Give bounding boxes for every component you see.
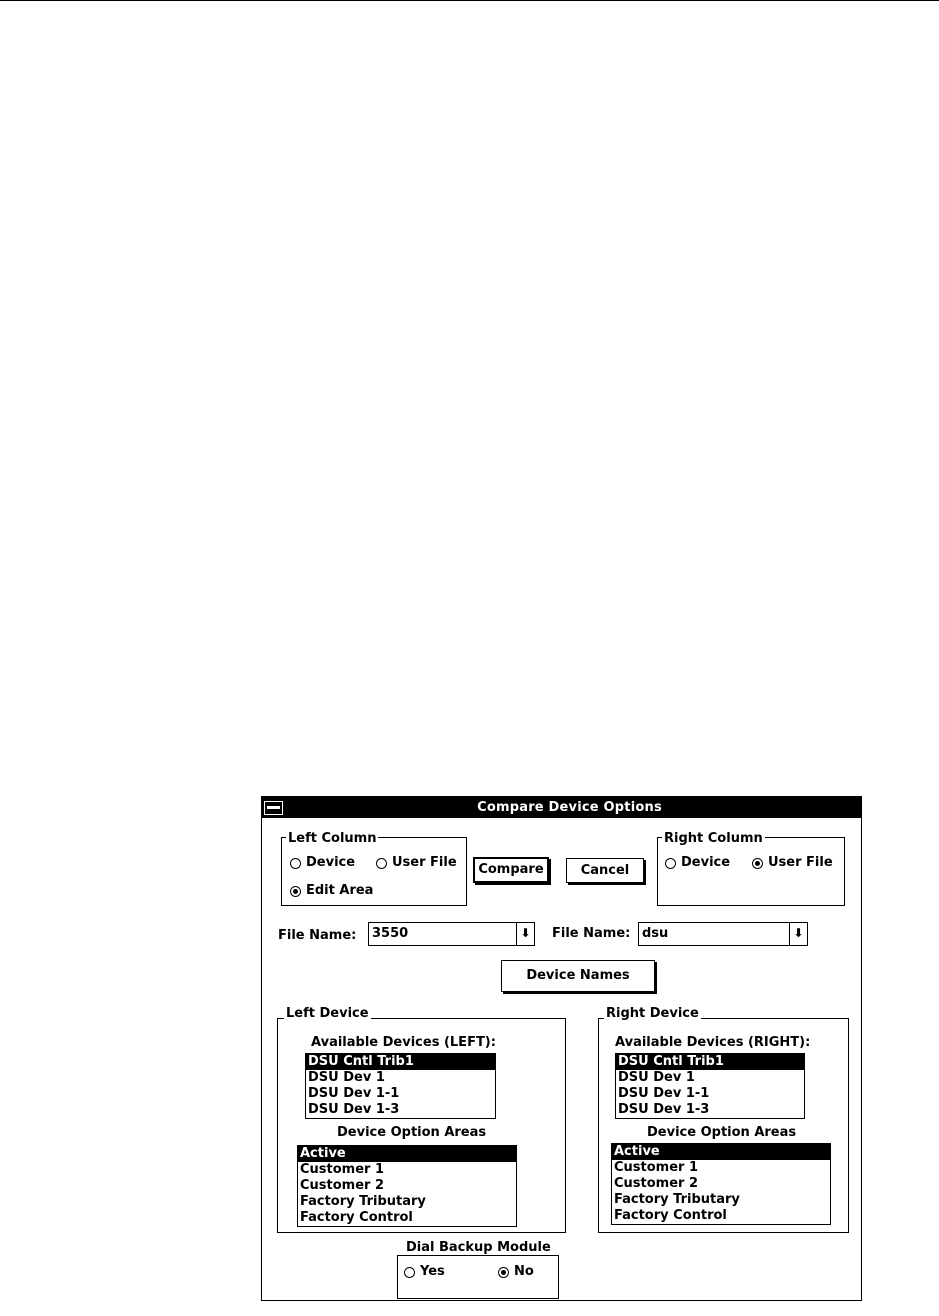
radio-selected-icon <box>498 1267 509 1278</box>
left-file-name-value: 3550 <box>372 926 409 941</box>
page-top-rule <box>0 0 939 1</box>
device-list-item[interactable]: DSU Dev 1 <box>308 1070 385 1085</box>
option-area-list-item[interactable]: Customer 1 <box>614 1160 699 1175</box>
right-areas-listbox[interactable] <box>611 1143 831 1225</box>
device-list-item[interactable]: DSU Dev 1-3 <box>618 1102 710 1117</box>
radio-circle-icon <box>290 858 301 869</box>
option-area-list-item[interactable]: Customer 2 <box>614 1176 699 1191</box>
left-file-name-label: File Name: <box>278 928 357 943</box>
radio-circle-icon <box>376 858 387 869</box>
right-device-label: Right Device <box>606 1006 699 1021</box>
option-area-list-item[interactable]: Customer 1 <box>300 1162 385 1177</box>
left-devices-listbox[interactable] <box>305 1053 496 1119</box>
dial-backup-radio-yes[interactable] <box>404 1265 445 1279</box>
left-radio-device[interactable] <box>290 856 355 870</box>
radio-label: No <box>514 1264 534 1279</box>
radio-selected-icon <box>290 886 301 897</box>
compare-button-label: Compare <box>478 862 544 877</box>
device-names-button-label: Device Names <box>526 968 630 983</box>
radio-selected-icon <box>752 858 763 869</box>
cancel-button[interactable] <box>566 858 644 883</box>
left-column-label: Left Column <box>288 831 377 846</box>
device-list-item[interactable]: DSU Dev 1-1 <box>308 1086 400 1101</box>
compare-button[interactable] <box>473 857 549 883</box>
right-available-devices-label: Available Devices (RIGHT): <box>615 1035 811 1050</box>
option-area-list-item[interactable]: Active <box>298 1146 516 1162</box>
option-area-list-item[interactable]: Factory Control <box>614 1208 727 1223</box>
right-column-label: Right Column <box>664 831 763 846</box>
radio-label: User File <box>768 855 833 870</box>
device-list-item[interactable]: DSU Dev 1-1 <box>618 1086 710 1101</box>
option-area-list-item[interactable]: Active <box>612 1144 830 1160</box>
radio-label: Yes <box>420 1264 445 1279</box>
option-area-list-item[interactable]: Factory Tributary <box>614 1192 740 1207</box>
radio-circle-icon <box>404 1267 415 1278</box>
option-area-list-item[interactable]: Factory Control <box>300 1210 413 1225</box>
dropdown-arrow-icon[interactable]: ⬇ <box>516 923 534 945</box>
device-list-item[interactable]: DSU Dev 1 <box>618 1070 695 1085</box>
right-device-option-areas-label: Device Option Areas <box>647 1125 797 1140</box>
right-file-name-value: dsu <box>642 926 669 941</box>
left-radio-user-file[interactable] <box>376 856 457 870</box>
dial-backup-label: Dial Backup Module <box>406 1240 551 1255</box>
radio-label: Device <box>306 855 356 870</box>
device-list-item[interactable]: DSU Cntl Trib1 <box>306 1054 495 1070</box>
option-area-list-item[interactable]: Factory Tributary <box>300 1194 426 1209</box>
left-device-label: Left Device <box>286 1006 369 1021</box>
right-file-name-combo[interactable] <box>638 922 808 946</box>
device-list-item[interactable]: DSU Cntl Trib1 <box>616 1054 804 1070</box>
device-names-button[interactable] <box>501 960 655 992</box>
right-column-group <box>657 837 845 906</box>
radio-label: Edit Area <box>306 883 374 898</box>
right-radio-user-file[interactable] <box>752 856 833 870</box>
left-file-name-combo[interactable] <box>368 922 535 946</box>
right-radio-device[interactable] <box>665 856 730 870</box>
radio-label: User File <box>392 855 457 870</box>
compare-device-options-dialog <box>261 796 862 1301</box>
dropdown-arrow-icon[interactable]: ⬇ <box>789 923 807 945</box>
cancel-button-label: Cancel <box>580 863 630 878</box>
left-areas-listbox[interactable] <box>297 1145 517 1227</box>
left-available-devices-label: Available Devices (LEFT): <box>311 1035 496 1050</box>
dial-backup-radio-no[interactable] <box>498 1265 534 1279</box>
radio-label: Device <box>681 855 731 870</box>
device-list-item[interactable]: DSU Dev 1-3 <box>308 1102 400 1117</box>
left-device-option-areas-label: Device Option Areas <box>337 1125 487 1140</box>
title-bar <box>262 797 861 818</box>
right-devices-listbox[interactable] <box>615 1053 805 1119</box>
left-radio-edit-area[interactable] <box>290 884 373 898</box>
window-title: Compare Device Options <box>477 800 662 815</box>
right-file-name-label: File Name: <box>552 926 631 941</box>
option-area-list-item[interactable]: Customer 2 <box>300 1178 385 1193</box>
radio-circle-icon <box>665 858 676 869</box>
